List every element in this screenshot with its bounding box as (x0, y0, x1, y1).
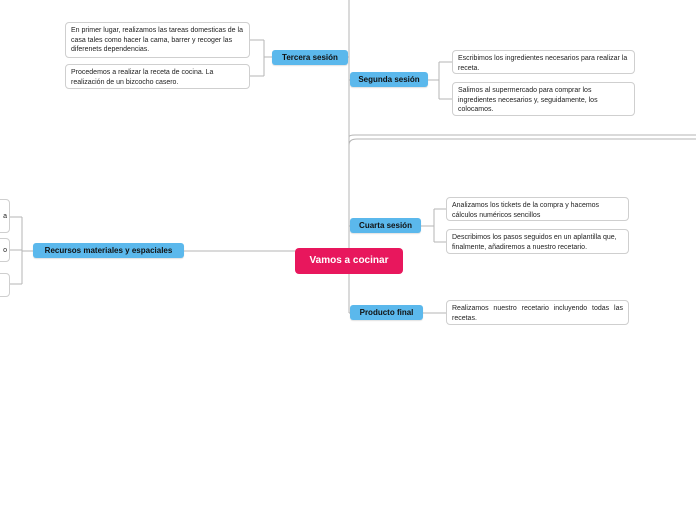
note-recursos-2[interactable] (0, 238, 10, 262)
topic-segunda-sesion[interactable]: Segunda sesión (350, 72, 428, 87)
note-producto-recetario[interactable]: Realizamos nuestro recetario incluyendo todas las recetas. (446, 300, 629, 325)
note-cuarta-plantilla[interactable]: Describimos los pasos seguidos en un aplantilla que, finalmente, añadiremos a nuestro recetario. (446, 229, 629, 254)
topic-cuarta-sesion[interactable]: Cuarta sesión (350, 218, 421, 233)
note-segunda-ingredientes[interactable]: Escribimos los ingredientes necesarios para realizar la receta. (452, 50, 635, 74)
note-cuarta-tickets[interactable]: Analizamos los tickets de la compra y hacemos cálculos numéricos sencillos (446, 197, 629, 221)
topic-recursos-materiales[interactable]: Recursos materiales y espaciales (33, 243, 184, 258)
note-segunda-supermercado[interactable]: Salimos al supermercado para comprar los ingredientes necesarios y, seguidamente, los colocamos. (452, 82, 635, 116)
note-recursos-3[interactable] (0, 273, 10, 297)
topic-producto-final[interactable]: Producto final (350, 305, 423, 320)
central-topic[interactable]: Vamos a cocinar (295, 248, 403, 274)
topic-tercera-sesion[interactable]: Tercera sesión (272, 50, 348, 65)
note-recursos-1-text: a (3, 213, 7, 220)
note-tercera-receta[interactable]: Procedemos a realizar la receta de cocina. La realización de un bizcocho casero. (65, 64, 250, 89)
note-recursos-2-text: o (3, 247, 7, 254)
note-tercera-tareas[interactable]: En primer lugar, realizamos las tareas domesticas de la casa tales como hacer la cama, barrer y recoger las diferenets dependencias. (65, 22, 250, 58)
note-recursos-1[interactable] (0, 199, 10, 233)
